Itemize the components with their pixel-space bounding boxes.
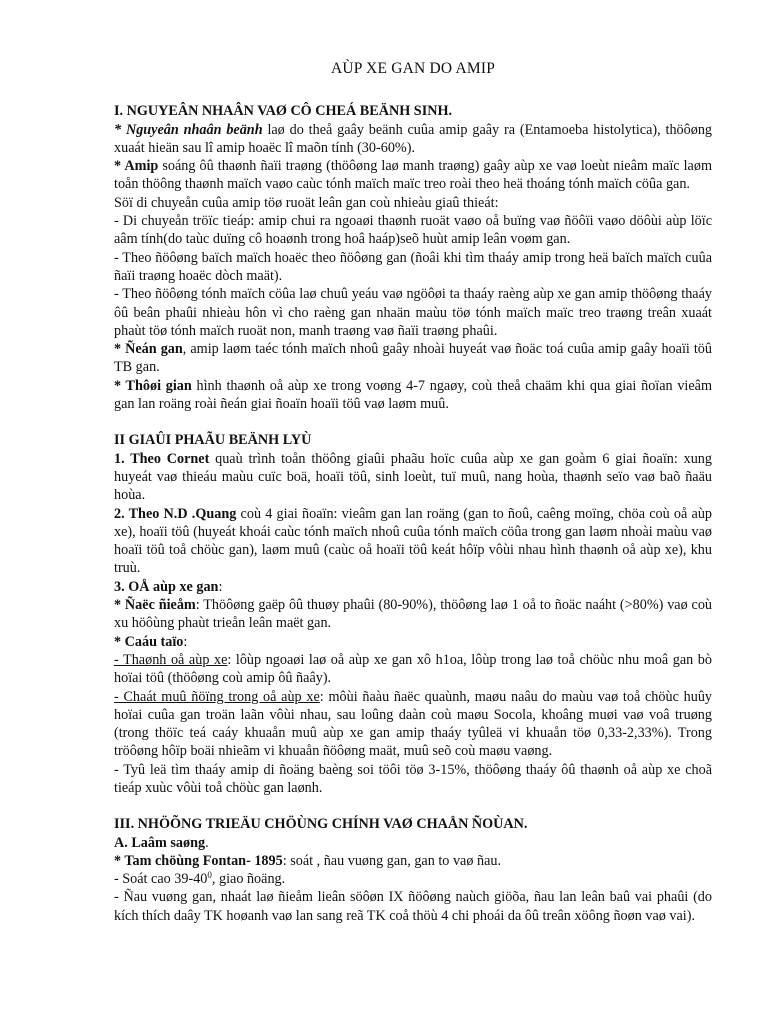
paragraph: - Soát cao $39-40^0$, giao ñoäng. [114, 870, 286, 888]
section-3-heading: III. NHÖÕNG TRIEÄU CHÖÙNG CHÍNH VAØ CHAÅN ÑOÙAN. [114, 816, 528, 833]
paragraph: 3. OÅ aùp xe gan: [114, 578, 223, 595]
term-label: * Nguyeân nhaân beänh [114, 121, 263, 138]
term-label: * Ñaëc ñieåm [114, 597, 196, 614]
section-2 [114, 431, 712, 797]
paragraph: - Ñau vuøng gan, nhaát laø ñieåm lieân söôøn IX ñöôøng naùch giöõa, ñau lan leân baû vai phaûi (do kích thích daây TK hoøanh vaø lan sang reã TK coå thöù 4 chi phoái da ôû treân xöông ñoøn vaø vai). [114, 889, 712, 924]
paragraph-text: quaù trình toån thöông giaûi phaãu hoïc cuûa aùp xe gan goàm 6 giai ñoaïn: xung huyeát vaø thieáu maùu cuïc boä, hoaïi töû, sinh loeùt, tuï muû, nang hoùa, thaønh seïo vaø baõ ñaäu hoùa. [114, 450, 712, 504]
paragraph [114, 377, 712, 414]
term-label: * Amip [114, 158, 159, 175]
term-label: * Ñeán gan [114, 341, 183, 358]
term-label: - Thaønh oå aùp xe [114, 651, 228, 668]
paragraph: A. Laâm saøng. [114, 834, 209, 851]
paragraph-text: , amip laøm taéc tónh maïch nhoû gaây nhoài huyeát vaø ñoäc toá cuûa amip gaây hoaïi töû TB gan. [114, 341, 712, 376]
paragraph: * Caáu taïo: [114, 633, 188, 650]
paragraph: - Tyû leä tìm thaáy amip di ñoäng baèng soi töôi töø 3-15%, thöôøng thaáy ôû thaønh oå aùp xe choã tieáp xuùc vôùi toå chöùc gan laønh. [114, 761, 712, 796]
paragraph-text: : lôùp ngoaøi laø oå aùp xe gan xô h1oa, lôùp trong laø toå chöùc nhu moâ gan bò hoïai töû (thöôøng coù amip ôû ñaây). [114, 651, 712, 687]
term-label: 1. Theo Cornet [114, 450, 210, 467]
term-label: * Tam chöùng Fontan- 1895 [114, 852, 283, 869]
section-1 [114, 102, 712, 413]
term-label: 2. Theo N.D .Quang [114, 505, 237, 522]
paragraph: - Di chuyeån tröïc tieáp: amip chui ra ngoaøi thaønh ruoät vaøo oå buïng vaø ñöôïi vaøo döôùi aùp löïc aâm tính(do taùc duïng cô hoaønh trong hoâ haáp)seõ huùt amip leân voøm gan. [114, 213, 712, 248]
subheading: 3. OÅ aùp xe gan [114, 578, 219, 595]
section-2-heading: II GIAÛI PHAÃU BEÄNH LYÙ [114, 432, 312, 449]
paragraph [114, 688, 712, 761]
degree-superscript: 0 [207, 870, 212, 881]
term-label: * Thôøi gian [114, 377, 192, 394]
paragraph-text: : môùi ñaàu ñaëc quaùnh, maøu naâu do maùu vaø toå chöùc huûy hoïai cuûa gan troän laãn vôùi nhau, sau loûng daàn coù maøu Socola, khoâng muøi vaø voâ truøng (trong thöïc teá caáy khuaån muû aùp xe gan amip thaáy tyûleä vi khuaån töø 0,33-2,33%). Trong tröôøng hôïp boäi nhieãm vi khuaån ñöôøng maät, muû seõ coù maøu vaøng. [114, 688, 713, 760]
section-3 [114, 815, 712, 925]
paragraph [114, 852, 712, 870]
paragraph: - Theo ñöôøng tónh maïch cöûa laø chuû yeáu vaø ngöôøi ta thaáy raèng aùp xe gan amip thöôøng thaáy ôû beân phaûi nhieàu hôn vì cho raèng gan nhaän maùu töø tónh maïch maïc treo traøng treân xuaát phaùt töø tónh maïch ruoät non, manh traøng vaø ñaïi traøng phaûi. [114, 286, 712, 339]
paragraph-text: hình thaønh oå aùp xe trong voøng 4-7 ngaøy, coù theå chaäm khi qua giai ñoïan vieâm gan lan roäng roài ñeán giai ñoaïn hoaïi töû vaø laøm muû. [114, 377, 713, 413]
term-label: - Chaát muû ñöïng trong oå aùp xe [114, 688, 320, 705]
subheading: * Caáu taïo [114, 633, 184, 650]
paragraph [114, 121, 712, 158]
paragraph: Söï di chuyeån cuûa amip töø ruoät leân gan coù nhieàu giaû thieát: [114, 194, 499, 211]
document-title: AÙP XE GAN DO AMIP [330, 60, 496, 77]
section-1-heading: I. NGUYEÂN NHAÂN VAØ CÔ CHEÁ BEÄNH SINH. [114, 103, 453, 120]
paragraph-text: : Thöôøng gaëp ôû thuøy phaûi (80-90%), thöôøng laø 1 oå to ñoäc naáht (>80%) vaø coù xu höôùng phaùt trieån leân maët gan. [114, 597, 713, 632]
paragraph-text: coù 4 giai ñoaïn: vieâm gan lan roäng (gan to ñoû, caêng moïng, chöa coù oå aùp xe), hoaïi töû (huyeát khoái caùc tónh maïch nhoû cuûa tónh maïch cöûa trong gan laøm nhoài maùu vaø hoaïi töû toå chöùc gan), laøm muû (caùc oå hoaïi töû keát hôïp vôùi nhau hình thaønh oå aùp xe), khu truù. [114, 505, 713, 577]
paragraph-text: : soát , ñau vuøng gan, gan to vaø ñau. [282, 852, 502, 869]
paragraph [114, 340, 712, 377]
paragraph [114, 450, 712, 505]
subheading: A. Laâm saøng [114, 834, 206, 851]
paragraph-text: laø do theå gaây beänh cuûa amip gaây ra (Entamoeba histolytica), thöôøng xuaát hieän sau lî amip hoaëc lî maõn tính (30-60%). [114, 121, 713, 156]
paragraph [114, 505, 712, 578]
paragraph: - Theo ñöôøng baïch maïch hoaëc theo ñöôøng gan (ñoâi khi tìm thaáy amip trong heä baïch maïch cuûa ñaïi traøng hoaëc dòch maät). [114, 249, 712, 284]
paragraph [114, 596, 712, 633]
paragraph-text: soáng ôû thaønh ñaïi traøng (thöôøng laø manh traøng) gaây aùp xe vaø loeùt nieâm maïc laøm toån thöông thaønh maïch vaøo caùc tónh maïch maïc treo roài theo heä thoáng tónh maïch cöûa gan. [114, 158, 712, 193]
paragraph [114, 157, 712, 194]
paragraph [114, 651, 712, 688]
